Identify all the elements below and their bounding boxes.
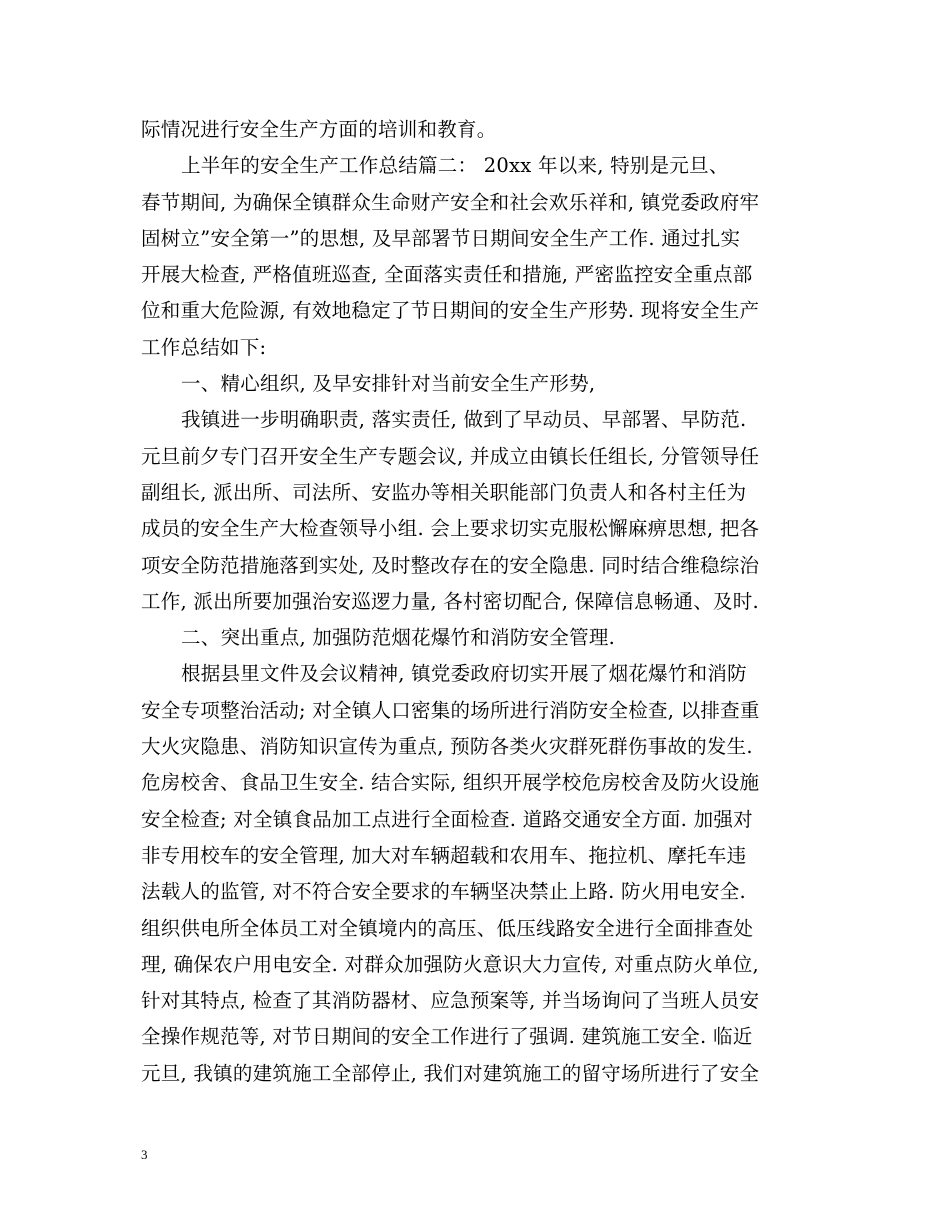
text-line: 非专用校车的安全管理, 加大对车辆超载和农用车、拖拉机、摩托车违	[141, 843, 747, 867]
body-text	[141, 112, 813, 1092]
text-line: 安全检查; 对全镇食品加工点进行全面检查. 道路交通安全方面. 加强对	[141, 807, 753, 831]
text-line: 全操作规范等, 对节日期间的安全工作进行了强调. 建筑施工安全. 临近	[141, 1025, 753, 1049]
text-line: 固树立”安全第一”的思想, 及早部署节日期间安全生产工作. 通过扎实	[141, 226, 741, 250]
text-line: 际情况进行安全生产方面的培训和教育。	[141, 118, 497, 141]
text-line: 工作总结如下:	[141, 335, 267, 359]
text-line: 大火灾隐患、消防知识宣传为重点, 预防各类火灾群死群伤事故的发生.	[141, 735, 753, 759]
text-line: 工作, 派出所要加强治安巡逻力量, 各村密切配合, 保障信息畅通、及时.	[141, 589, 759, 613]
text-line: 位和重大危险源, 有效地稳定了节日期间的安全生产形势. 现将安全生产	[141, 299, 760, 323]
text-line: 法载人的监管, 对不符合安全要求的车辆坚决禁止上路. 防火用电安全.	[141, 880, 746, 904]
text-line: 元旦, 我镇的建筑施工全部停止, 我们对建筑施工的留守场所进行了安全	[141, 1061, 760, 1085]
text-line: 针对其特点, 检查了其消防器材、应急预案等, 并当场询问了当班人员安	[141, 989, 760, 1013]
text-line: 元旦前夕专门召开安全生产专题会议, 并成立由镇长任组长, 分管领导任	[141, 444, 760, 468]
text-line: 一、精心组织, 及早安排针对当前安全生产形势,	[181, 372, 596, 396]
text-line: 春节期间, 为确保全镇群众生命财产安全和社会欢乐祥和, 镇党委政府牢	[141, 190, 760, 214]
text-line: 危房校舍、食品卫生安全. 结合实际, 组织开展学校危房校舍及防火设施	[141, 771, 760, 795]
text-line: 根据县里文件及会议精神, 镇党委政府切实开展了烟花爆竹和消防	[181, 662, 747, 686]
text-line: 开展大检查, 严格值班巡查, 全面落实责任和措施, 严密监控安全重点部	[141, 263, 753, 287]
page-number: 3	[141, 1147, 148, 1162]
text-line: 理, 确保农户用电安全. 对群众加强防火意识大力宣传, 对重点防火单位,	[141, 952, 759, 976]
text-line: 项安全防范措施落到实处, 及时整改存在的安全隐患. 同时结合维稳综治	[141, 553, 760, 577]
text-line: 二、突出重点, 加强防范烟花爆竹和消防安全管理.	[181, 626, 616, 650]
text-line: 我镇进一步明确职责, 落实责任, 做到了早动员、早部署、早防范.	[181, 408, 747, 432]
text-line: 上半年的安全生产工作总结篇二： 20xx 年以来, 特别是元旦、	[181, 154, 729, 178]
text-line: 成员的安全生产大检查领导小组. 会上要求切实克服松懈麻痹思想, 把各	[141, 517, 760, 541]
text-line: 组织供电所全体员工对全镇境内的高压、低压线路安全进行全面排查处	[141, 916, 754, 940]
text-line: 副组长, 派出所、司法所、安监办等相关职能部门负责人和各村主任为	[141, 480, 747, 504]
text-line: 安全专项整治活动; 对全镇人口密集的场所进行消防安全检查, 以排查重	[141, 698, 760, 722]
